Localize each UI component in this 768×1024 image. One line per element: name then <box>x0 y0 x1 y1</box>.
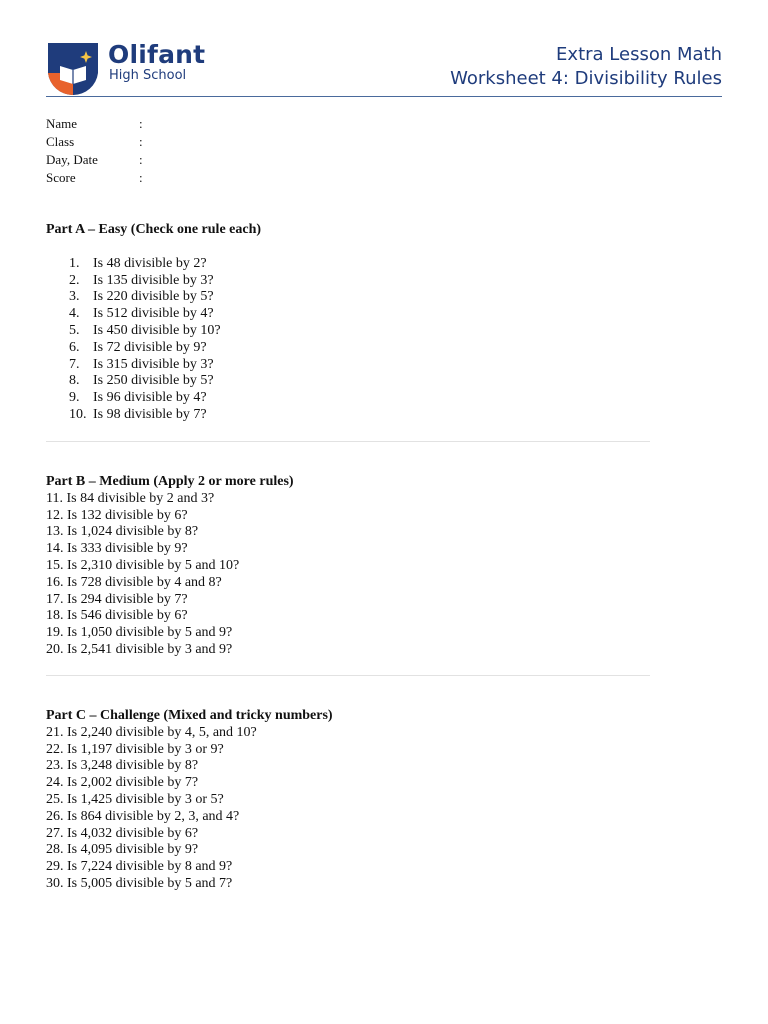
part-c-questions <box>46 725 333 893</box>
info-label: Class <box>46 134 75 149</box>
question-number: 9. <box>69 390 80 406</box>
page-header <box>46 40 722 96</box>
worksheet-title: Worksheet 4: Divisibility Rules <box>450 68 722 89</box>
question-number: 4. <box>69 306 80 322</box>
question-number: 7. <box>69 356 80 372</box>
part-a-questions <box>69 256 261 424</box>
header-divider <box>46 96 722 97</box>
question-item: 14. Is 333 divisible by 9? <box>46 541 188 557</box>
question-item <box>69 357 261 374</box>
question-text: Is 48 divisible by 2? <box>93 255 207 271</box>
part-b-section <box>46 474 294 659</box>
question-number: 8. <box>69 373 80 389</box>
question-item: 23. Is 3,248 divisible by 8? <box>46 758 199 774</box>
question-item: 18. Is 546 divisible by 6? <box>46 608 188 624</box>
question-number: 3. <box>69 289 80 305</box>
school-subtitle: High School <box>109 68 187 83</box>
question-item <box>69 340 261 357</box>
question-item: 24. Is 2,002 divisible by 7? <box>46 775 199 791</box>
question-item: 12. Is 132 divisible by 6? <box>46 507 188 523</box>
section-divider <box>46 675 650 676</box>
question-item <box>69 306 261 323</box>
question-item: 11. Is 84 divisible by 2 and 3? <box>46 490 215 506</box>
part-c-section <box>46 708 333 893</box>
question-item: 22. Is 1,197 divisible by 3 or 9? <box>46 741 224 757</box>
part-a-section <box>46 222 261 424</box>
question-text: Is 220 divisible by 5? <box>93 289 214 305</box>
question-item <box>69 407 261 424</box>
question-item: 27. Is 4,032 divisible by 6? <box>46 825 199 841</box>
info-row-score <box>46 169 149 187</box>
question-item: 17. Is 294 divisible by 7? <box>46 591 188 607</box>
question-text: Is 135 divisible by 3? <box>93 272 214 288</box>
question-text: Is 450 divisible by 10? <box>93 322 221 338</box>
question-number: 10. <box>69 406 87 422</box>
worksheet-heading <box>450 43 722 91</box>
question-item: 25. Is 1,425 divisible by 3 or 5? <box>46 791 224 807</box>
question-item: 15. Is 2,310 divisible by 5 and 10? <box>46 557 240 573</box>
question-item <box>69 289 261 306</box>
question-item <box>69 323 261 340</box>
info-row-class <box>46 133 149 151</box>
student-info-block <box>46 115 149 187</box>
question-item <box>69 390 261 407</box>
question-number: 1. <box>69 255 80 271</box>
question-item: 29. Is 7,224 divisible by 8 and 9? <box>46 859 233 875</box>
info-colon: : <box>139 152 143 167</box>
info-colon: : <box>139 116 143 131</box>
question-item: 19. Is 1,050 divisible by 5 and 9? <box>46 625 233 641</box>
section-divider <box>46 441 650 442</box>
question-item <box>69 373 261 390</box>
info-row-date <box>46 151 149 169</box>
subject-title: Extra Lesson Math <box>556 44 722 65</box>
question-item: 26. Is 864 divisible by 2, 3, and 4? <box>46 808 240 824</box>
part-a-title: Part A – Easy (Check one rule each) <box>46 222 262 237</box>
info-label: Name <box>46 116 78 131</box>
part-c-title: Part C – Challenge (Mixed and tricky numbers) <box>46 708 333 723</box>
question-text: Is 250 divisible by 5? <box>93 373 214 389</box>
question-item: 20. Is 2,541 divisible by 3 and 9? <box>46 641 233 657</box>
info-colon: : <box>139 134 143 149</box>
question-item: 21. Is 2,240 divisible by 4, 5, and 10? <box>46 724 257 740</box>
question-number: 2. <box>69 272 80 288</box>
question-text: Is 512 divisible by 4? <box>93 306 214 322</box>
question-number: 6. <box>69 339 80 355</box>
part-b-questions <box>46 491 294 659</box>
question-text: Is 315 divisible by 3? <box>93 356 214 372</box>
part-b-title: Part B – Medium (Apply 2 or more rules) <box>46 474 294 489</box>
info-row-name <box>46 115 149 133</box>
question-item: 28. Is 4,095 divisible by 9? <box>46 842 199 858</box>
info-label: Day, Date <box>46 152 98 167</box>
question-text: Is 98 divisible by 7? <box>93 406 207 422</box>
school-name: Olifant <box>108 40 206 69</box>
question-text: Is 96 divisible by 4? <box>93 390 207 406</box>
question-number: 5. <box>69 322 80 338</box>
question-item: 30. Is 5,005 divisible by 5 and 7? <box>46 875 233 891</box>
question-text: Is 72 divisible by 9? <box>93 339 207 355</box>
question-item: 13. Is 1,024 divisible by 8? <box>46 524 199 540</box>
question-item <box>69 273 261 290</box>
school-logo-icon <box>48 43 100 95</box>
question-item: 16. Is 728 divisible by 4 and 8? <box>46 574 222 590</box>
info-colon: : <box>139 170 143 185</box>
info-label: Score <box>46 170 76 185</box>
question-item <box>69 256 261 273</box>
